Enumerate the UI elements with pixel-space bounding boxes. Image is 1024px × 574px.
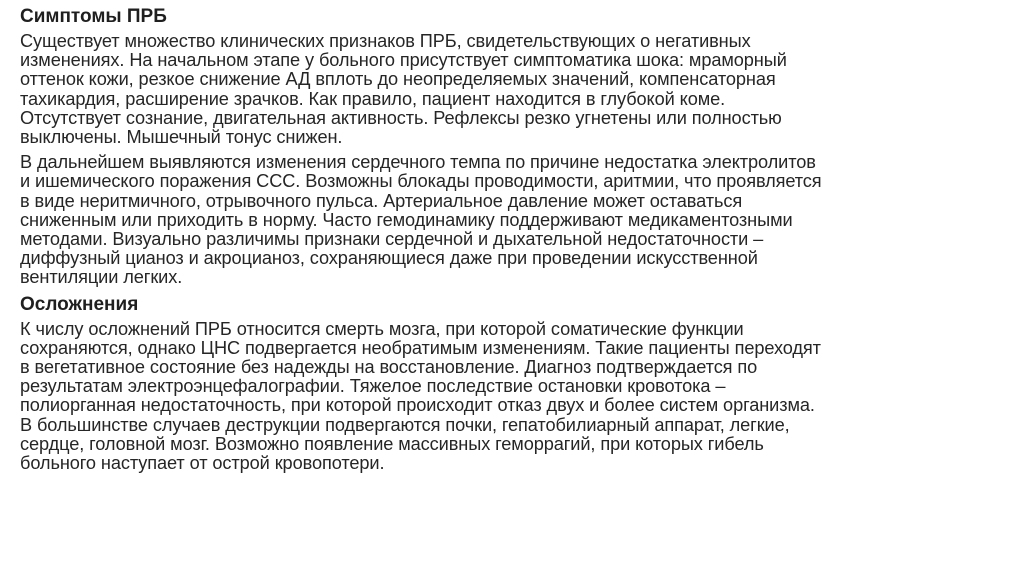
text-line: диффузный цианоз и акроцианоз, сохраняющиеся даже при проведении искусственной <box>20 248 758 269</box>
text-line: результатам электроэнцефалографии. Тяжелое последствие остановки кровотока – <box>20 376 726 397</box>
text-line: полиорганная недостаточность, при которой происходит отказ двух и более систем организма. <box>20 395 815 416</box>
text-line: В дальнейшем выявляются изменения сердечного темпа по причине недостатка электролитов <box>20 152 816 173</box>
text-line: в вегетативное состояние без надежды на восстановление. Диагноз подтверждается по <box>20 357 758 378</box>
text-line: выключены. Мышечный тонус снижен. <box>20 127 343 148</box>
section-heading-complications: Осложнения <box>20 293 139 315</box>
text-line: К числу осложнений ПРБ относится смерть мозга, при которой соматические функции <box>20 318 744 339</box>
text-line: сердце, головной мозг. Возможно появление массивных геморрагий, при которых гибель <box>20 433 764 454</box>
text-line: методами. Визуально различимы признаки сердечной и дыхательной недостаточности – <box>20 229 764 250</box>
paragraph-complications <box>20 320 1010 474</box>
text-line: в виде неритмичного, отрывочного пульса. Артериальное давление может оставаться <box>20 190 743 211</box>
slide-content <box>20 6 1010 479</box>
text-line: сниженным или приходить в норму. Часто гемодинамику поддерживают медикаментозными <box>20 209 793 230</box>
paragraph-symptoms-2 <box>20 153 1010 287</box>
text-line: Существует множество клинических признаков ПРБ, свидетельствующих о негативных <box>20 31 751 51</box>
text-line: оттенок кожи, резкое снижение АД вплоть до неопределяемых значений, компенсаторная <box>20 69 776 90</box>
text-line: и ишемического поражения ССС. Возможны блокады проводимости, аритмии, что проявляется <box>20 171 822 192</box>
text-line: В большинстве случаев деструкции подвергаются почки, гепатобилиарный аппарат, легкие, <box>20 414 790 435</box>
text-line: вентиляции легких. <box>20 267 183 288</box>
text-line: Отсутствует сознание, двигательная активность. Рефлексы резко угнетены или полностью <box>20 107 782 128</box>
text-line: сохраняются, однако ЦНС подвергается необратимым изменениям. Такие пациенты переходят <box>20 337 821 358</box>
paragraph-symptoms-1 <box>20 32 1010 147</box>
text-line: изменениях. На начальном этапе у больного присутствует симптоматика шока: мраморный <box>20 50 787 71</box>
text-line: больного наступает от острой кровопотери. <box>20 453 385 474</box>
section-heading-symptoms: Симптомы ПРБ <box>20 6 167 27</box>
text-line: тахикардия, расширение зрачков. Как правило, пациент находится в глубокой коме. <box>20 88 726 109</box>
